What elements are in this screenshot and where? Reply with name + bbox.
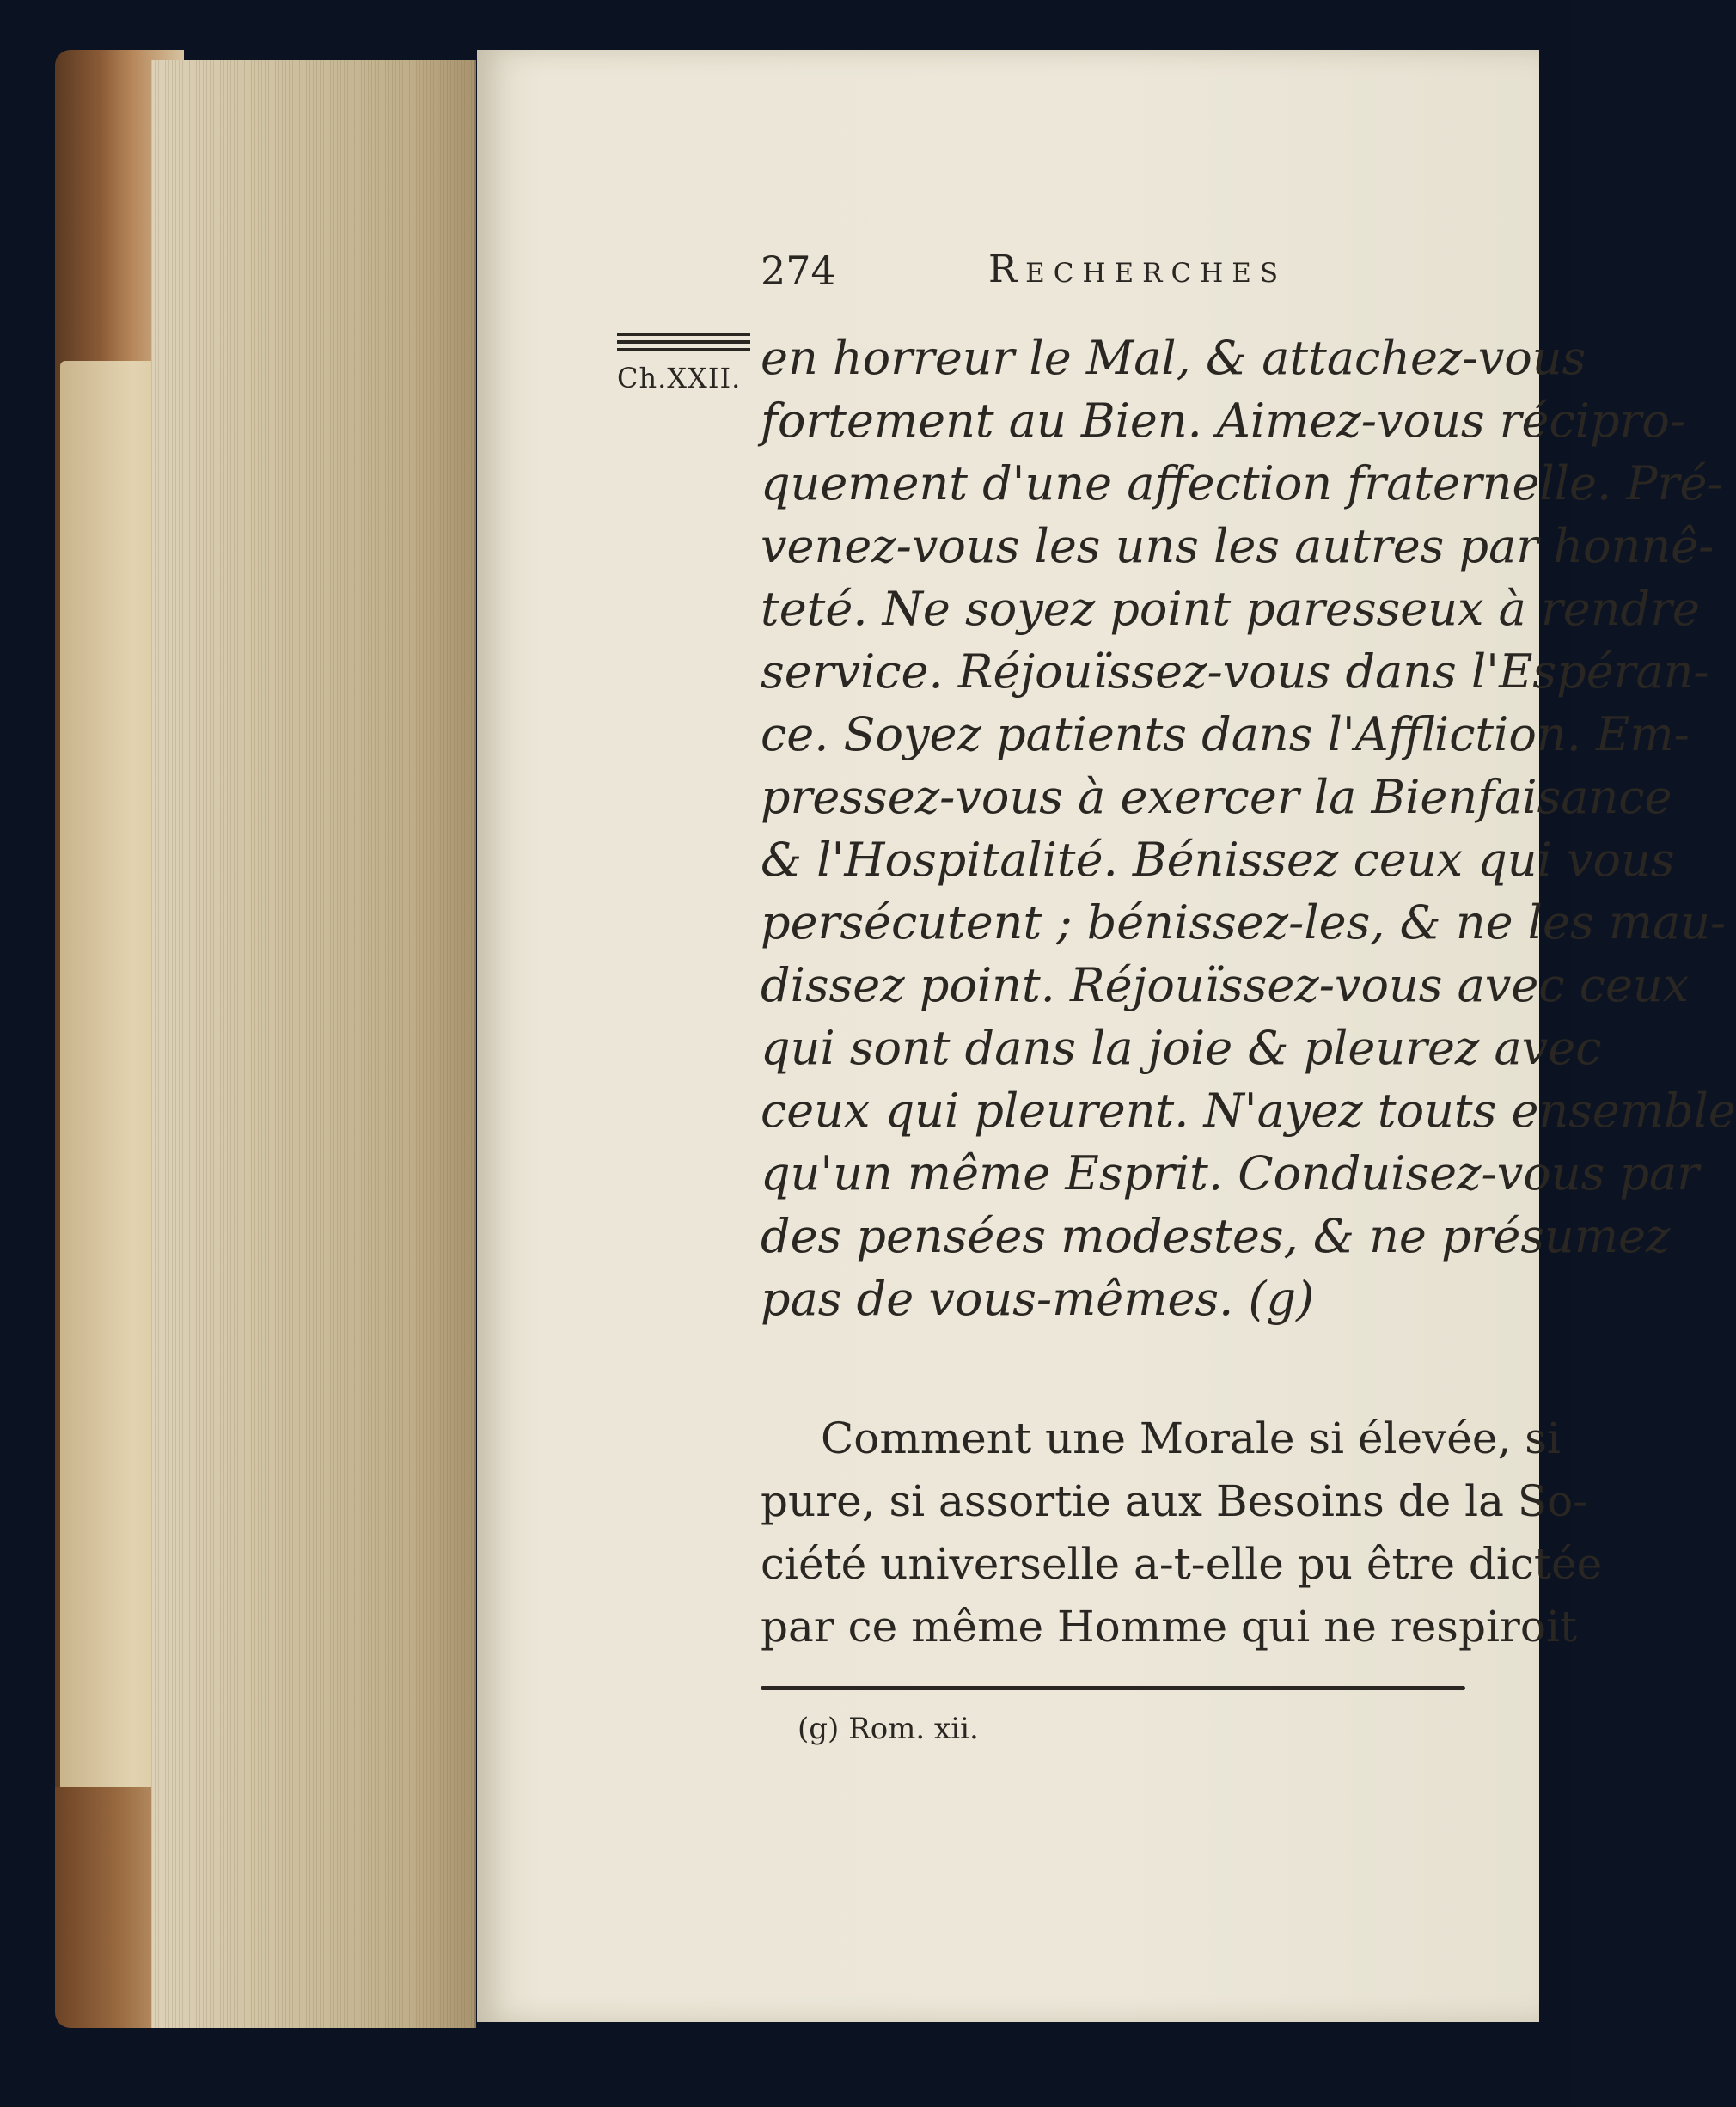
text-line: par ce même Homme qui ne respiroit (761, 1602, 1578, 1652)
running-title: Recherches (988, 247, 1287, 291)
chapter-label: Ch.XXII. (617, 362, 742, 394)
italic-passage (761, 327, 1736, 1330)
text-line: ceux qui pleurent. N'ayez touts ensemble (761, 1084, 1736, 1138)
chapter-rule-ornament (617, 331, 750, 357)
text-line: fortement au Bien. Aimez-vous récipro- (761, 394, 1686, 448)
text-line: pressez-vous à exercer la Bienfaisance (761, 770, 1672, 824)
text-line: dissez point. Réjouïssez-vous avec ceux (761, 958, 1690, 1012)
text-line: des pensées modestes, & ne présumez (761, 1209, 1671, 1263)
running-head (761, 247, 1379, 299)
footnote-rule (761, 1686, 1465, 1690)
text-line: quement d'une affection fraternelle. Pré- (761, 456, 1723, 510)
text-line: persécutent ; bénissez-les, & ne les mau- (761, 895, 1727, 950)
footnote: (g) Rom. xii. (798, 1712, 979, 1746)
roman-passage (761, 1408, 1603, 1658)
text-line: & l'Hospitalité. Bénissez ceux qui vous (761, 833, 1675, 887)
text-line: en horreur le Mal, & attachez-vous (761, 331, 1586, 385)
text-line: ciété universelle a-t-elle pu être dictée (761, 1539, 1603, 1589)
text-line: teté. Ne soyez point paresseux à rendre (761, 582, 1700, 636)
text-line: pure, si assortie aux Besoins de la So- (761, 1476, 1588, 1526)
text-line: qu'un même Esprit. Conduisez-vous par (761, 1146, 1700, 1200)
text-line: qui sont dans la joie & pleurez avec (761, 1021, 1602, 1075)
page-edges (151, 60, 476, 2028)
text-line: venez-vous les uns les autres par honnê- (761, 519, 1715, 573)
page-number: 274 (761, 247, 836, 294)
text-line: ce. Soyez patients dans l'Affliction. Em- (761, 707, 1690, 761)
text-line: Comment une Morale si élevée, si (821, 1414, 1561, 1463)
text-line: service. Réjouïssez-vous dans l'Espéran- (761, 644, 1709, 699)
text-line: pas de vous-mêmes. (g) (761, 1272, 1315, 1326)
